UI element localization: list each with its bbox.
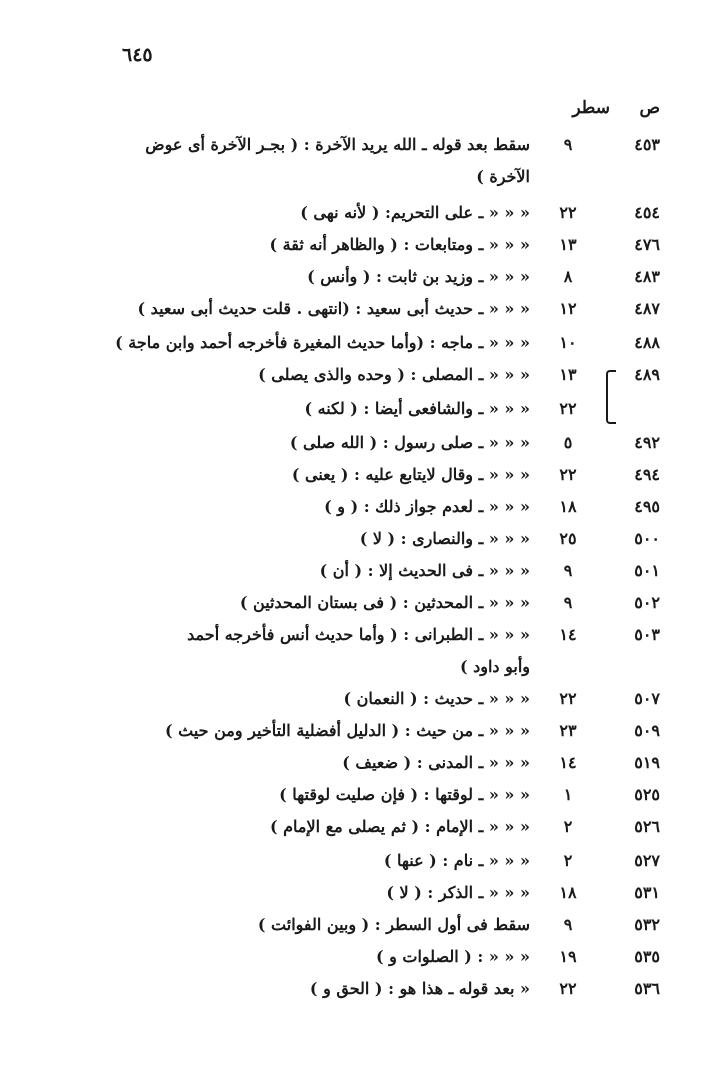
line-ref: ٢ bbox=[563, 817, 573, 836]
line-ref: ٢٢ bbox=[559, 203, 577, 222]
errata-row bbox=[80, 652, 660, 682]
line-ref: ٩ bbox=[563, 135, 573, 154]
line-ref: ٩ bbox=[563, 561, 573, 580]
correction-text: « بعد قوله ـ هذا هو : ( الحق و ) bbox=[309, 979, 530, 998]
errata-row bbox=[80, 294, 660, 324]
errata-row bbox=[80, 812, 660, 842]
page-ref: ٥٢٧ bbox=[634, 851, 660, 870]
correction-text: « « « ـ الإمام : ( ثم يصلى مع الإمام ) bbox=[270, 817, 530, 836]
correction-text: « « « ـ نام : ( عنها ) bbox=[383, 851, 530, 870]
correction-text: سقط بعد قوله ـ الله يريد الآخرة : ( بجـر الآخرة أى عوض bbox=[145, 135, 530, 154]
line-ref: ١٣ bbox=[559, 365, 577, 384]
errata-row bbox=[80, 524, 660, 554]
errata-row bbox=[80, 130, 660, 160]
page-ref: ٥٣٢ bbox=[634, 915, 660, 934]
page-ref: ٤٨٨ bbox=[634, 333, 660, 352]
correction-text: « « « ـ من حيث : ( الدليل أفضلية التأخير ومن حيث ) bbox=[164, 721, 530, 740]
errata-row bbox=[80, 910, 660, 940]
correction-text: « « « ـ حديث : ( النعمان ) bbox=[343, 689, 530, 708]
line-ref: ٢٢ bbox=[559, 979, 577, 998]
page-ref: ٥٢٥ bbox=[634, 785, 660, 804]
correction-text: « « « ـ ماجه : (وأما حديث المغيرة فأخرجه أحمد وابن ماجة ) bbox=[115, 333, 530, 352]
correction-text: « « « ـ لعدم جواز ذلك : ( و ) bbox=[324, 497, 530, 516]
line-ref: ٥ bbox=[563, 433, 573, 452]
errata-row bbox=[80, 716, 660, 746]
errata-row bbox=[80, 198, 660, 228]
errata-row bbox=[80, 394, 660, 424]
line-ref: ٩ bbox=[563, 593, 573, 612]
line-ref: ١٢ bbox=[559, 299, 577, 318]
errata-row bbox=[80, 328, 660, 358]
line-ref: ١٤ bbox=[559, 753, 577, 772]
errata-row bbox=[80, 780, 660, 810]
line-ref: ٢٣ bbox=[559, 721, 577, 740]
correction-text: « « « ـ الذكر : ( لا ) bbox=[386, 883, 530, 902]
page-ref: ٤٩٤ bbox=[634, 465, 660, 484]
page-ref: ٤٩٢ bbox=[634, 433, 660, 452]
correction-text: « « « ـ المحدثين : ( فى بستان المحدثين ) bbox=[239, 593, 530, 612]
correction-text: « « « ـ والنصارى : ( لا ) bbox=[359, 529, 530, 548]
correction-text: سقط فى أول السطر : ( وبين الفوائت ) bbox=[257, 915, 530, 934]
errata-row bbox=[80, 684, 660, 714]
page-ref: ٥٠٧ bbox=[634, 689, 660, 708]
page-ref: ٥٠١ bbox=[634, 561, 660, 580]
line-ref: ١٠ bbox=[559, 333, 577, 352]
line-ref: ٢٢ bbox=[559, 465, 577, 484]
page-ref: ٥٠٢ bbox=[634, 593, 660, 612]
errata-row bbox=[80, 162, 660, 192]
errata-row bbox=[80, 878, 660, 908]
correction-text: « « « ـ وقال لايتابع عليه : ( يعنى ) bbox=[291, 465, 530, 484]
correction-text: « « « ـ الطبرانى : ( وأما حديث أنس فأخرجه أحمد bbox=[187, 625, 530, 644]
errata-row bbox=[80, 974, 660, 1004]
errata-row bbox=[80, 588, 660, 618]
line-ref: ١ bbox=[563, 785, 573, 804]
line-column-header: سطر bbox=[572, 98, 610, 118]
errata-row bbox=[80, 620, 660, 650]
line-ref: ٨ bbox=[563, 267, 573, 286]
errata-row bbox=[80, 492, 660, 522]
errata-row bbox=[80, 748, 660, 778]
correction-text: « « « ـ لوقتها : ( فإن صليت لوقتها ) bbox=[279, 785, 530, 804]
page-ref: ٥١٩ bbox=[634, 753, 660, 772]
errata-row bbox=[80, 846, 660, 876]
errata-row bbox=[80, 460, 660, 490]
correction-text: الآخرة ) bbox=[476, 167, 530, 186]
page-ref: ٤٨٧ bbox=[634, 299, 660, 318]
errata-row bbox=[80, 262, 660, 292]
line-ref: ٢٢ bbox=[559, 399, 577, 418]
line-ref: ٢ bbox=[563, 851, 573, 870]
line-ref: ٩ bbox=[563, 915, 573, 934]
errata-row bbox=[80, 428, 660, 458]
page-number: ٦٤٥ bbox=[122, 44, 153, 66]
line-ref: ٢٥ bbox=[559, 529, 577, 548]
line-ref: ١٣ bbox=[559, 235, 577, 254]
page-ref: ٥٠٩ bbox=[634, 721, 660, 740]
page-ref: ٥٣٥ bbox=[634, 947, 660, 966]
page-ref: ٤٧٦ bbox=[634, 235, 660, 254]
errata-row bbox=[80, 556, 660, 586]
correction-text: « « « ـ على التحريم: ( لأنه نهى ) bbox=[300, 203, 530, 222]
line-ref: ٢٢ bbox=[559, 689, 577, 708]
correction-text: « « « ـ صلى رسول : ( الله صلى ) bbox=[289, 433, 530, 452]
correction-text: « « « ـ المصلى : ( وحده والذى يصلى ) bbox=[258, 365, 530, 384]
page-ref: ٥٢٦ bbox=[634, 817, 660, 836]
page-column-header: ص bbox=[639, 98, 660, 118]
errata-row bbox=[80, 942, 660, 972]
page-ref: ٥٠٠ bbox=[634, 529, 660, 548]
line-ref: ١٨ bbox=[559, 497, 577, 516]
page-ref: ٥٣١ bbox=[634, 883, 660, 902]
correction-text: « « « ـ وزيد بن ثابت : ( وأنس ) bbox=[307, 267, 530, 286]
errata-row bbox=[80, 360, 660, 390]
page-ref: ٥٣٦ bbox=[634, 979, 660, 998]
line-ref: ١٤ bbox=[559, 625, 577, 644]
correction-text: وأبو داود ) bbox=[459, 657, 530, 676]
correction-text: « « « ـ والشافعى أيضا : ( لكنه ) bbox=[304, 399, 530, 418]
line-ref: ١٩ bbox=[559, 947, 577, 966]
correction-text: « « « ـ المدنى : ( ضعيف ) bbox=[342, 753, 530, 772]
page-ref: ٤٥٣ bbox=[634, 135, 660, 154]
line-ref: ١٨ bbox=[559, 883, 577, 902]
page-ref: ٤٨٣ bbox=[634, 267, 660, 286]
page-ref: ٤٨٩ bbox=[634, 365, 660, 384]
page-ref: ٤٥٤ bbox=[634, 203, 660, 222]
correction-text: « « « ـ فى الحديث إلا : ( أن ) bbox=[319, 561, 530, 580]
page-ref: ٤٩٥ bbox=[634, 497, 660, 516]
correction-text: « « « ـ ومتابعات : ( والظاهر أنه ثقة ) bbox=[269, 235, 530, 254]
correction-text: « « « : ( الصلوات و ) bbox=[375, 947, 530, 966]
page-ref: ٥٠٣ bbox=[634, 625, 660, 644]
errata-row bbox=[80, 230, 660, 260]
correction-text: « « « ـ حديث أبى سعيد : (انتهى . قلت حديث أبى سعيد ) bbox=[137, 299, 530, 318]
